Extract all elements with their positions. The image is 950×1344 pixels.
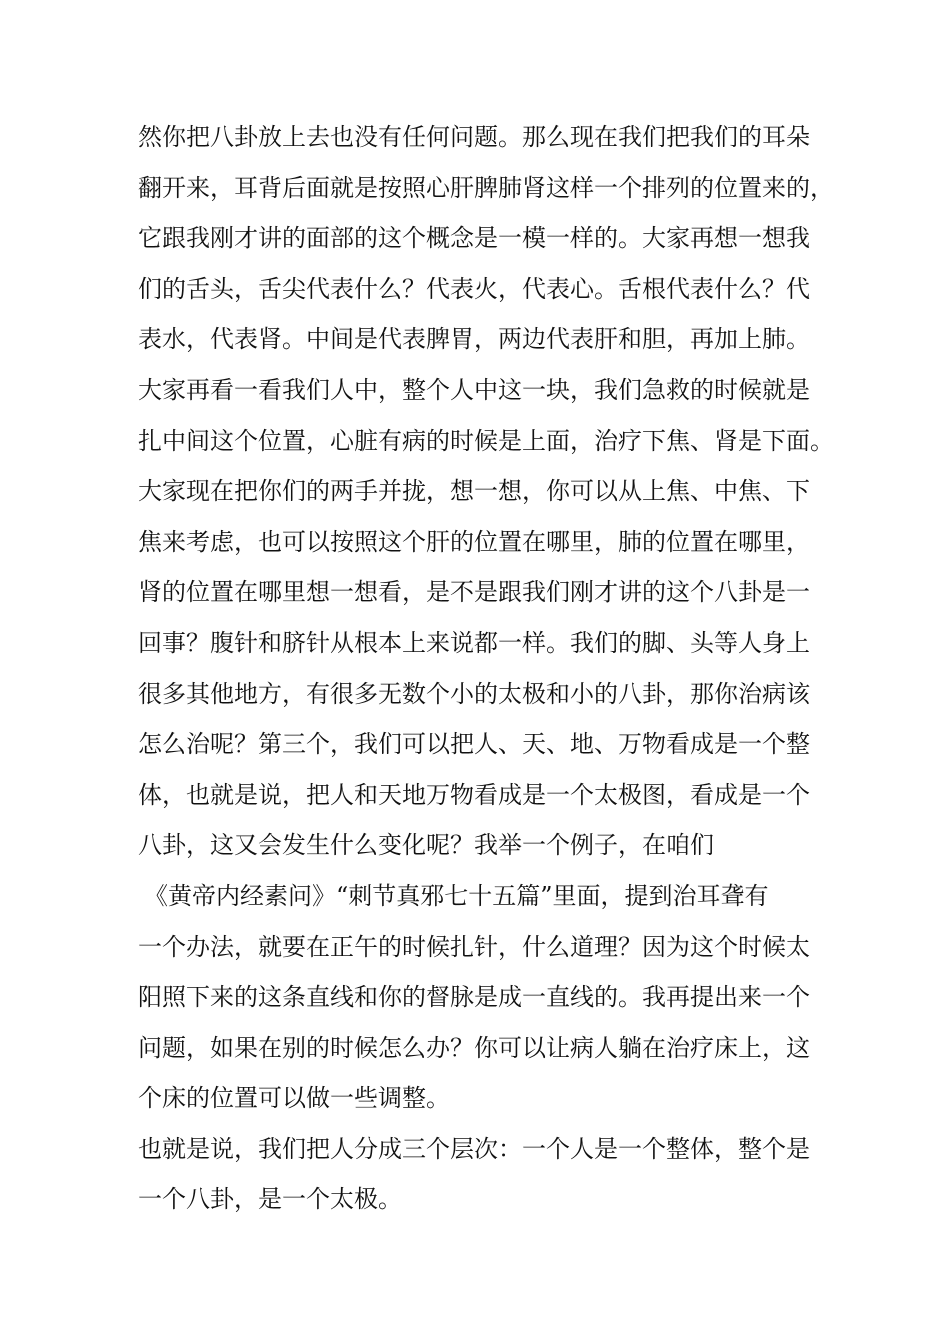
text-line: 大家现在把你们的两手并拢，想一想，你可以从上焦、中焦、下 [138, 477, 810, 506]
text-line: 扎中间这个位置，心脏有病的时候是上面，治疗下焦、肾是下面。 [138, 426, 834, 455]
text-line: 《黄帝内经素问》“刺节真邪七十五篇”里面，提到治耳聋有 [144, 881, 769, 910]
text-line: 们的舌头，舌尖代表什么？代表火，代表心。舌根代表什么？代 [138, 274, 810, 303]
text-line: 回事？腹针和脐针从根本上来说都一样。我们的脚、头等人身上 [138, 628, 810, 657]
text-line: 个床的位置可以做一些调整。 [138, 1084, 450, 1113]
text-line: 体，也就是说，把人和天地万物看成是一个太极图，看成是一个 [138, 780, 810, 809]
text-line: 阳照下来的这条直线和你的督脉是成一直线的。我再提出来一个 [138, 983, 810, 1012]
text-line: 焦来考虑，也可以按照这个肝的位置在哪里，肺的位置在哪里， [138, 527, 810, 556]
text-line: 八卦，这又会发生什么变化呢？我举一个例子，在咱们 [138, 831, 714, 860]
text-line: 也就是说，我们把人分成三个层次：一个人是一个整体，整个是 [138, 1134, 810, 1163]
text-line: 大家再看一看我们人中，整个人中这一块，我们急救的时候就是 [138, 375, 810, 404]
text-line: 肾的位置在哪里想一想看，是不是跟我们刚才讲的这个八卦是一 [138, 578, 810, 607]
text-line: 怎么治呢？第三个，我们可以把人、天、地、万物看成是一个整 [138, 730, 810, 759]
text-line: 它跟我刚才讲的面部的这个概念是一模一样的。大家再想一想我 [138, 224, 810, 253]
text-line: 一个办法，就要在正午的时候扎针，什么道理？因为这个时候太 [138, 932, 810, 961]
text-line: 然你把八卦放上去也没有任何问题。那么现在我们把我们的耳朵 [138, 123, 810, 151]
text-line: 问题，如果在别的时候怎么办？你可以让病人躺在治疗床上，这 [138, 1033, 810, 1062]
text-line: 一个八卦，是一个太极。 [138, 1185, 402, 1214]
body-text [138, 112, 834, 1225]
text-line: 翻开来，耳背后面就是按照心肝脾肺肾这样一个排列的位置来的， [138, 173, 834, 202]
text-line: 表水，代表肾。中间是代表脾胃，两边代表肝和胆，再加上肺。 [138, 325, 810, 354]
text-line: 很多其他地方，有很多无数个小的太极和小的八卦，那你治病该 [138, 679, 810, 708]
